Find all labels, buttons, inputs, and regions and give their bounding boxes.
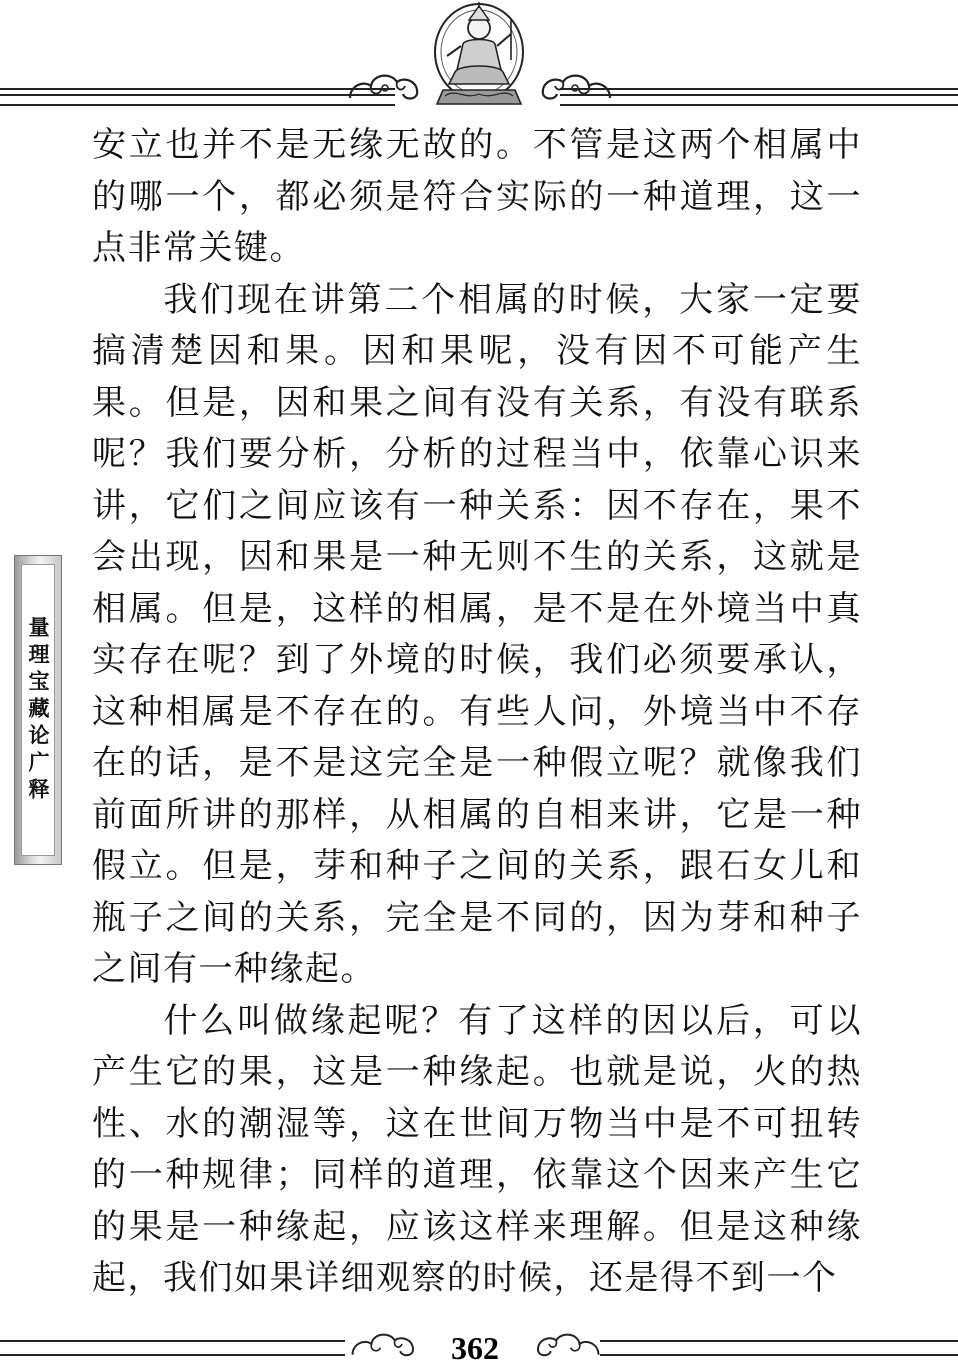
- paragraph: 安立也并不是无缘无故的。不管是这两个相属中的哪一个，都必须是符合实际的一种道理，这一点非常关键。: [92, 125, 862, 268]
- side-tab-inner: [21, 564, 55, 856]
- cloud-ornament-icon: [528, 1326, 606, 1362]
- deity-emblem-icon: [425, 0, 533, 110]
- header-rule-right: [560, 88, 958, 106]
- paragraph: 什么叫做缘起呢？有了这样的因以后，可以产生它的果，这是一种缘起。也就是说，火的热性、水的潮湿等，这在世间万物当中是不可扭转的一种规律；同样的道理，依靠这个因来产生它的果是一种缘起，应该这样来理解。但是这种缘起，我们如果详细观察的时候，还是得不到一个: [92, 1000, 862, 1298]
- cloud-ornament-icon: [345, 1326, 423, 1362]
- body-text: [92, 120, 862, 1305]
- page-number: 362: [451, 1330, 499, 1366]
- cloud-ornament-icon: [535, 66, 615, 106]
- footer-rule-left: [0, 1340, 345, 1356]
- paragraph: 我们现在讲第二个相属的时候，大家一定要搞清楚因和果。因和果呢，没有因不可能产生果。但是，因和果之间有没有关系，有没有联系呢？我们要分析，分析的过程当中，依靠心识来讲，它们之间应该有一种关系：因不存在，果不会出现，因和果是一种无则不生的关系，这就是相属。但是，这样的相属，是不是在外境当中真实存在呢？到了外境的时候，我们必须要承认，这种相属是不存在的。有些人问，外境当中不存在的话，是不是这完全是一种假立呢？就像我们前面所讲的那样，从相属的自相来讲，它是一种假立。但是，芽和种子之间的关系，跟石女儿和瓶子之间的关系，完全是不同的，因为芽和种子之间有一种缘起。: [92, 279, 862, 989]
- header-rule-left: [0, 88, 395, 106]
- book-title: 量理宝藏论广释: [26, 615, 51, 805]
- side-tab: [14, 555, 62, 865]
- cloud-ornament-icon: [345, 66, 425, 106]
- footer-rule-right: [600, 1340, 958, 1356]
